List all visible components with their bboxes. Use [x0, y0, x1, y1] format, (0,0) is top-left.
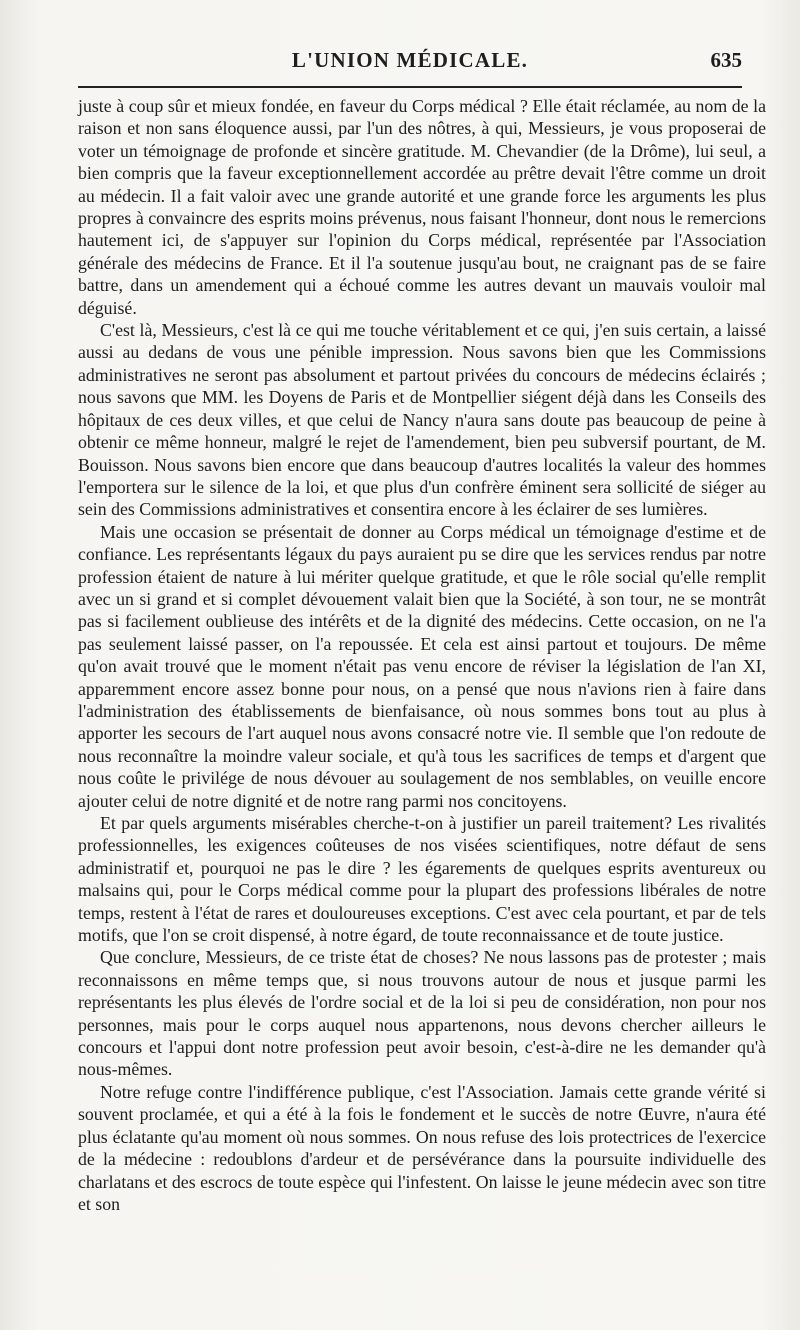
paragraph-6: Notre refuge contre l'indifférence publique, c'est l'Association. Jamais cette grande vérité si souvent proclamée, et qui a été à la fois le fondement et le succès de notre Œuvre, n'aura été plus éclatante qu'au moment où nous sommes. On nous refuse des lois protectrices de l'exercice de la médecine : redoublons d'ardeur et de persévérance dans la poursuite individuelle des charlatans et des escrocs de toute espèce qui l'infestent. On laisse le jeune médecin avec son titre et son [78, 1081, 766, 1214]
page-number: 635 [710, 48, 742, 72]
paragraph-5: Que conclure, Messieurs, de ce triste état de choses? Ne nous lassons pas de protester ; mais reconnaissons en même temps que, si nous trouvons autour de nous et jusque parmi les représentants les plus élevés de l'ordre social et de la loi si peu de considération, non pour nos personnes, mais pour le corps auquel nous appartenons, nous devons chercher ailleurs le concours et l'appui dont notre profession peut avoir besoin, c'est-à-dire ne les demander qu'à nous-mêmes. [78, 947, 766, 1080]
paragraph-1: juste à coup sûr et mieux fondée, en faveur du Corps médical ? Elle était réclamée, au nom de la raison et non sans éloquence aussi, par l'un des nôtres, à qui, Messieurs, je vous proposerai de voter un témoignage de profonde et sincère gratitude. M. Chevandier (de la Drôme), lui seul, a bien compris que la faveur exceptionnellement accordée au prêtre devait l'être comme un droit au médecin. Il a fait valoir avec une grande autorité et une grande force les arguments les plus propres à convaincre des esprits moins prévenus, nous faisant l'honneur, dont nous le remercions hautement ici, de s'appuyer sur l'opinion du Corps médical, représentée par l'Association générale des médecins de France. Et il l'a soutenue jusqu'au bout, ne craignant pas de se faire battre, dans un amendement qui a échoué comme les autres devant un mauvais vouloir mal déguisé. [78, 96, 766, 318]
paragraph-3: Mais une occasion se présentait de donner au Corps médical un témoignage d'estime et de confiance. Les représentants légaux du pays auraient pu se dire que les services rendus par notre profession étaient de nature à lui mériter quelque gratitude, et que le rôle social qu'elle remplit avec un si grand et si complet dévouement valait bien que la Société, à son tour, ne se montrât pas si facilement oublieuse des intérêts et de la dignité des médecins. Cette occasion, on ne l'a pas seulement laissé passer, on l'a repoussée. Et cela est ainsi partout et toujours. De même qu'on avait trouvé que le moment n'était pas venu encore de réviser la législation de l'an XI, apparemment encore assez bonne pour nous, on a pensé que nous n'avions rien à faire dans l'administration des établissements de bienfaisance, où nous sommes bons tout au plus à apporter les secours de l'art auquel nous avons consacré notre vie. Il semble que l'on redoute de nous reconnaître la moindre valeur sociale, et qu'à tous les sacrifices de temps et d'argent que nous coûte le privilége de nous dévouer au soulagement de nos semblables, on veuille encore ajouter celui de notre dignité et de notre rang parmi nos concitoyens. [78, 521, 766, 811]
running-title: L'UNION MÉDICALE. [291, 48, 529, 72]
paragraph-2: C'est là, Messieurs, c'est là ce qui me touche véritablement et ce qui, j'en suis certain, a laissé aussi au dedans de vous une pénible impression. Nous savons bien que les Commissions administratives ne seront pas absolument et partout privées du concours de médecins éclairés ; nous savons que MM. les Doyens de Paris et de Montpellier siégent déjà dans les Conseils des hôpitaux de ces deux villes, et que celui de Nancy n'aura sans doute pas beaucoup de peine à obtenir ce même honneur, malgré le rejet de l'amendement, bien peu subversif pourtant, de M. Bouisson. Nous savons bien encore que dans beaucoup d'autres localités la valeur des hommes l'emportera sur le silence de la loi, et que plus d'un confrère éminent sera sollicité de siéger au sein des Commissions administratives et consentira encore à les éclairer de ses lumières. [78, 320, 766, 520]
page-header [78, 48, 742, 78]
paragraph-4: Et par quels arguments misérables cherche-t-on à justifier un pareil traitement? Les rivalités professionnelles, les exigences coûteuses de nos visées scientifiques, notre défaut de sens administratif et, pourquoi ne pas le dire ? les égarements de quelques esprits aventureux ou malsains qui, pour le Corps médical comme pour la plupart des professions libérales de notre temps, restent à l'état de rares et douloureuses exceptions. C'est avec cela pourtant, et par de tels motifs, que l'on se croit dispensé, à notre égard, de toute reconnaissance et de toute justice. [78, 813, 766, 946]
body-text [78, 95, 766, 1215]
header-rule [78, 86, 742, 88]
